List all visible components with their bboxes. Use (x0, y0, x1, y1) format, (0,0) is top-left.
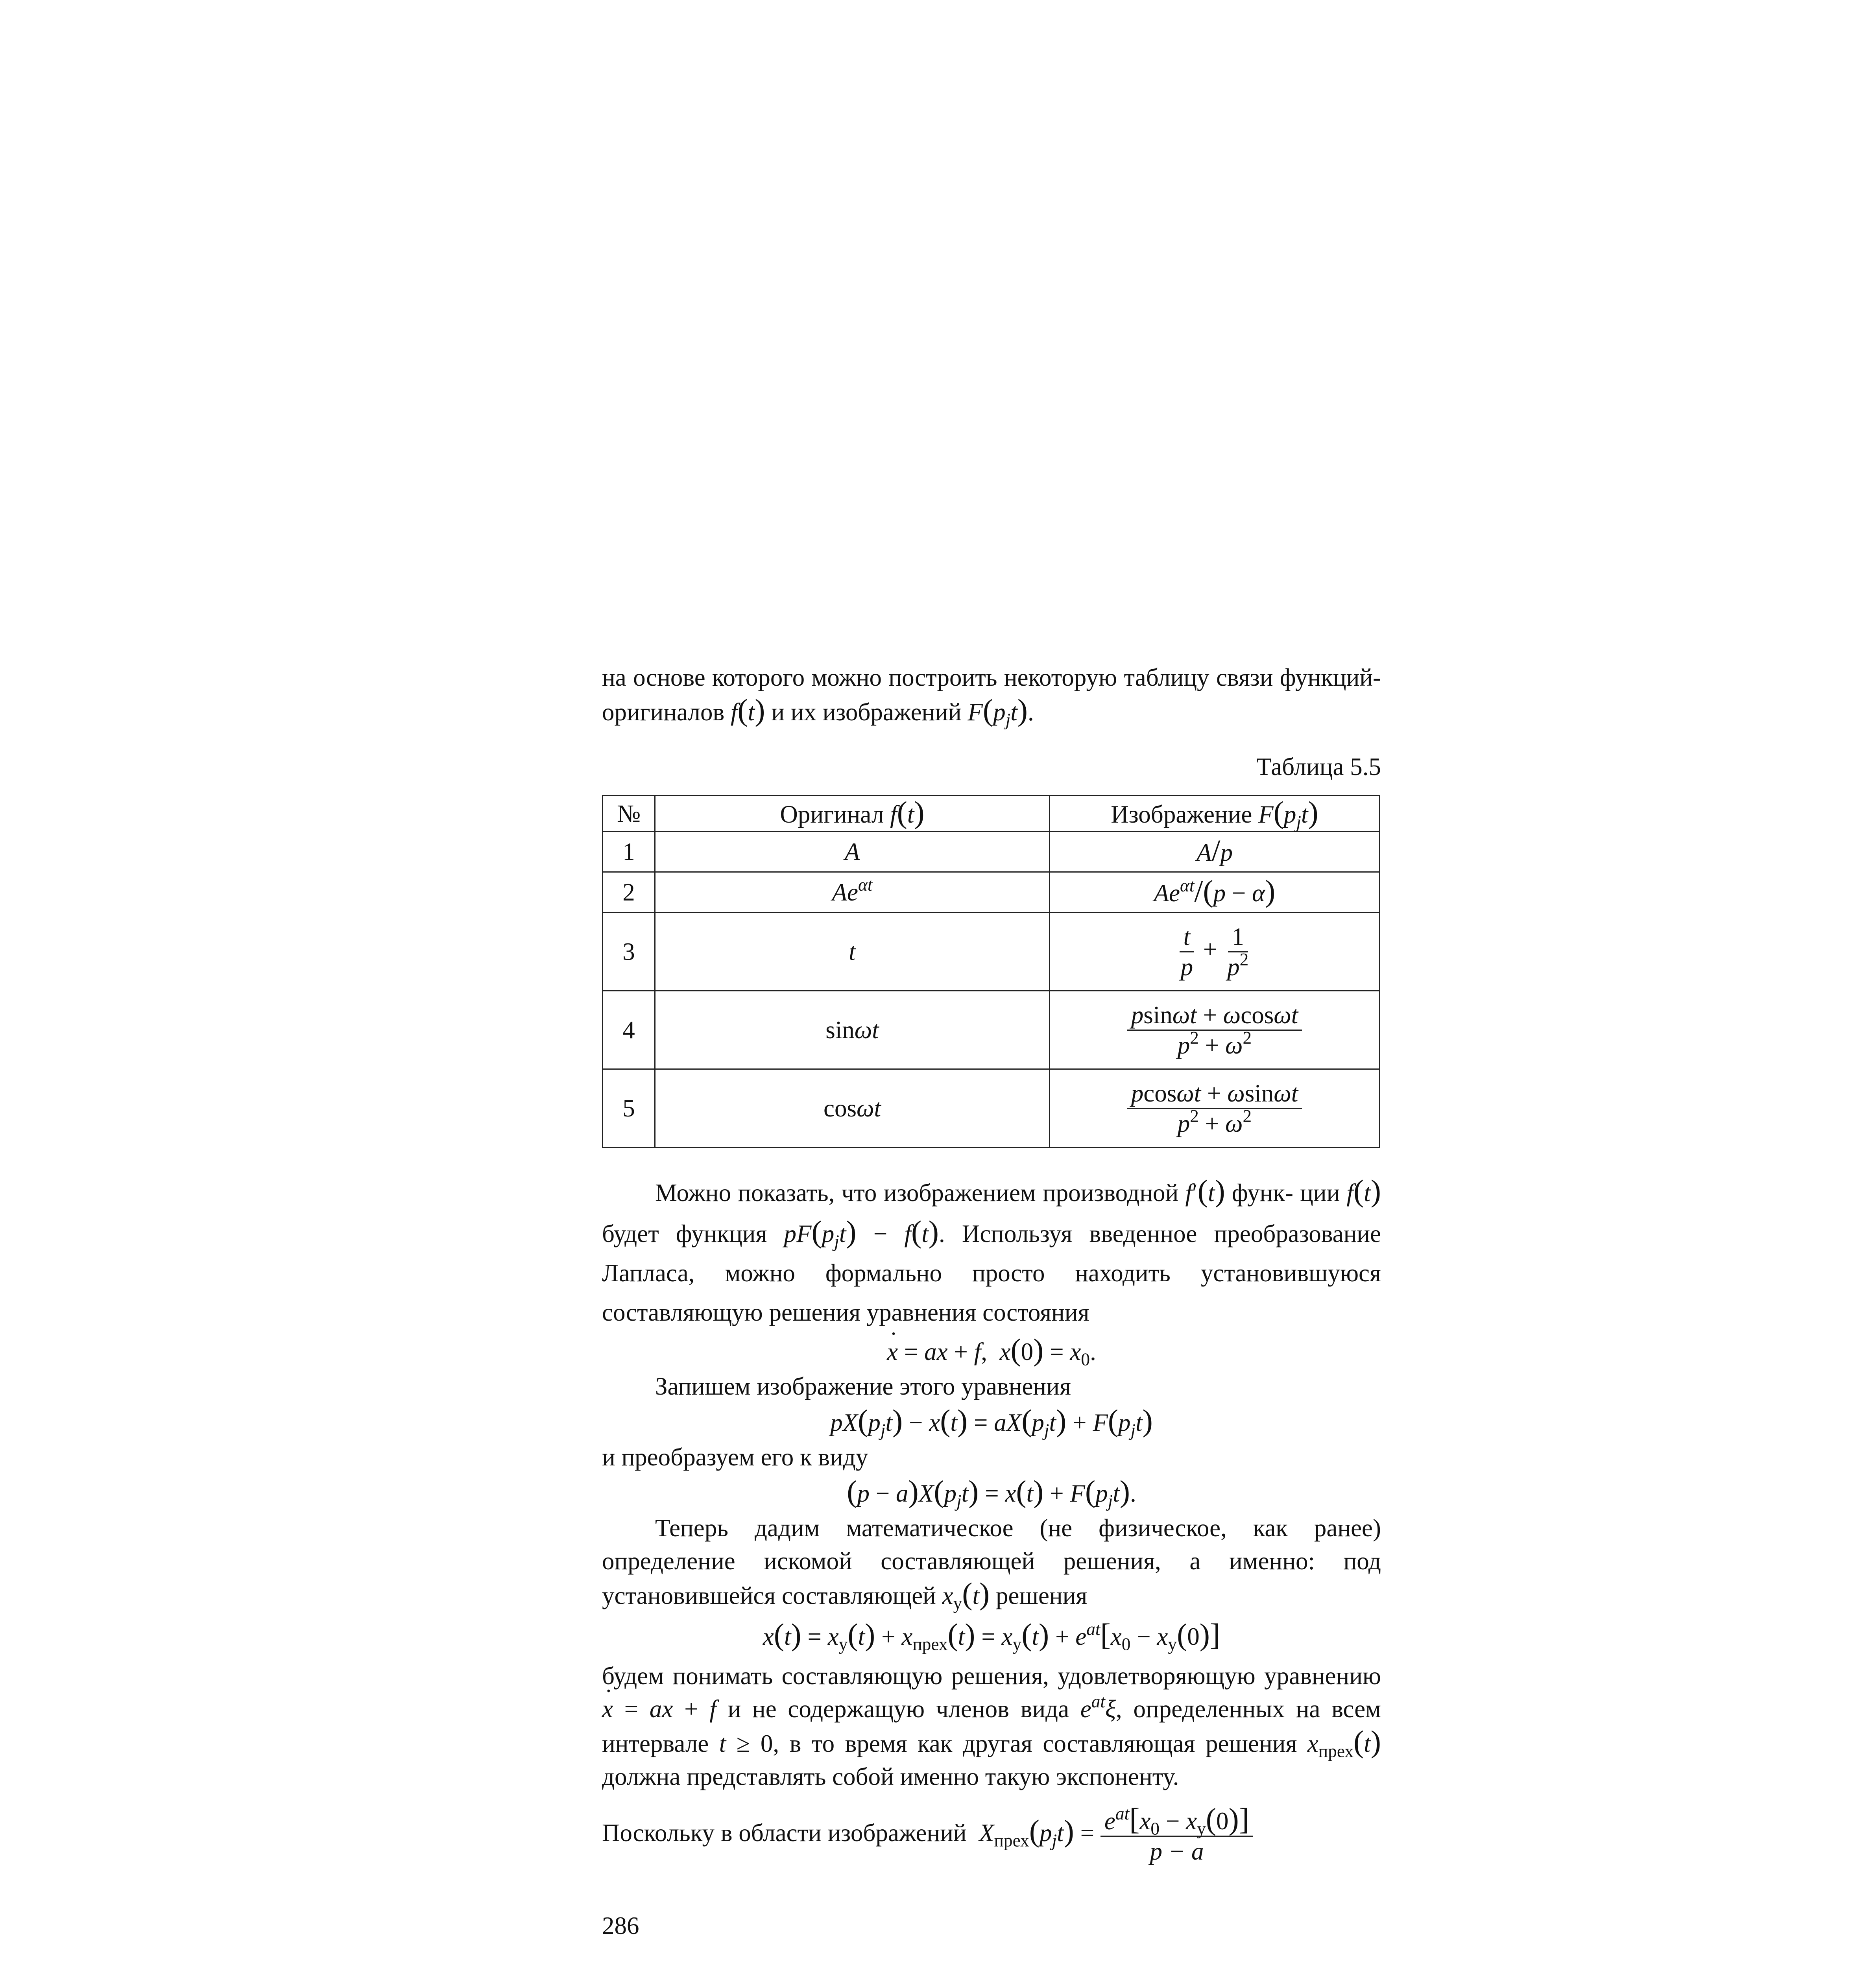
cell-image: $\frac{psin\omega t + \omega\cos\omega t}{p^2 + \omega^2}$ (1050, 991, 1380, 1069)
cell-original: $Ae^{\alpha t}$ (655, 872, 1050, 913)
intro-text: на основе которого можно построить некоторую таблицу связи функций-оригиналов (602, 664, 1381, 726)
header-num: № (603, 796, 655, 832)
row-num: 4 (603, 991, 655, 1069)
paragraph-definition: Теперь дадим математическое (не физическое, как ранее) определение искомой составляющей решения, а именно: под установившейся составляющей $x_у(t)$ решения (602, 1514, 1381, 1613)
row-num: 5 (603, 1069, 655, 1148)
table-header-row (603, 796, 1380, 832)
cell-image: $Ae^{\alpha t}/(p - \alpha)$ (1050, 872, 1380, 913)
header-original: Оригинал f(t) (655, 796, 1050, 832)
cell-image: $\frac{t}{p}$ + $\frac{1}{p^2}$ (1050, 913, 1380, 991)
intro-mid-text: и их изображений (771, 698, 962, 726)
cell-original: t (655, 913, 1050, 991)
equation-state: ˙ x = ax + f, $x(0) = x_0$. (602, 1334, 1381, 1368)
paragraph-write-image: Запишем изображение этого уравнения (655, 1373, 1071, 1400)
cell-original: sinωt (655, 991, 1050, 1069)
equation-image: $pX(p_jt) - x(t) = aX(p_jt) + F(p_jt)$ (830, 1404, 1153, 1440)
paragraph-transform: и преобразуем его к виду (602, 1443, 868, 1471)
row-num: 2 (603, 872, 655, 913)
cell-image: A/p (1050, 832, 1380, 872)
row-num: 1 (603, 832, 655, 872)
equation-transformed: $(p - a)X(p_jt) = x(t) + F(p_jt)$. (847, 1474, 1136, 1511)
table-row (603, 913, 1380, 991)
document-page (602, 661, 1381, 1942)
formula-F-pjt: F (968, 698, 983, 726)
page-number: 286 (602, 1912, 639, 1939)
laplace-table (602, 795, 1380, 1148)
paragraph-since: Поскольку в области изображений $X_{прех}(p_jt)$ = $\frac{e^{at}[x_0 - x_у(0)]}{p - a}$ (602, 1805, 1381, 1866)
paragraph-derivative: Можно показать, что изображением производной f′(t) функ- ции f(t) будет функция $pF(p_jt) - f(t)$. Используя введенное преобразование Лапласа, можно формально просто находить установившуюся составляющую решения уравнения состояния (602, 1174, 1381, 1326)
table-caption: Таблица 5.5 (1256, 753, 1381, 781)
table-row (603, 1069, 1380, 1148)
equation-decomposition: $x(t) = x_у(t) + x_{прех}(t) = x_у(t) + e^{at}[x_0 - x_у(0)]$ (763, 1618, 1221, 1654)
paragraph-understanding: будем понимать составляющую решения, удовлетворяющую уравнению ˙ x = ax + f и не содержащую членов вида $e^{at}\xi$, определенных на всем интервале t ≥ 0, в то время как другая составляющая решения $x_{прех}(t)$ должна представлять собой именно такую экспоненту. (602, 1659, 1381, 1793)
cell-original: A (655, 832, 1050, 872)
header-image: Изображение $F(p_jt)$ (1050, 796, 1380, 832)
intro-paragraph: на основе которого можно построить некоторую таблицу связи функций-оригиналов f(t) и их изображений $F(p_jt)$. (602, 664, 1381, 730)
formula-f-t: f (730, 698, 738, 726)
table-row (603, 991, 1380, 1069)
table-row (603, 832, 1380, 872)
cell-image: $\frac{pcos\omega t + \omega\sin\omega t}{p^2 + \omega^2}$ (1050, 1069, 1380, 1148)
table-row (603, 872, 1380, 913)
row-num: 3 (603, 913, 655, 991)
cell-original: cosωt (655, 1069, 1050, 1148)
